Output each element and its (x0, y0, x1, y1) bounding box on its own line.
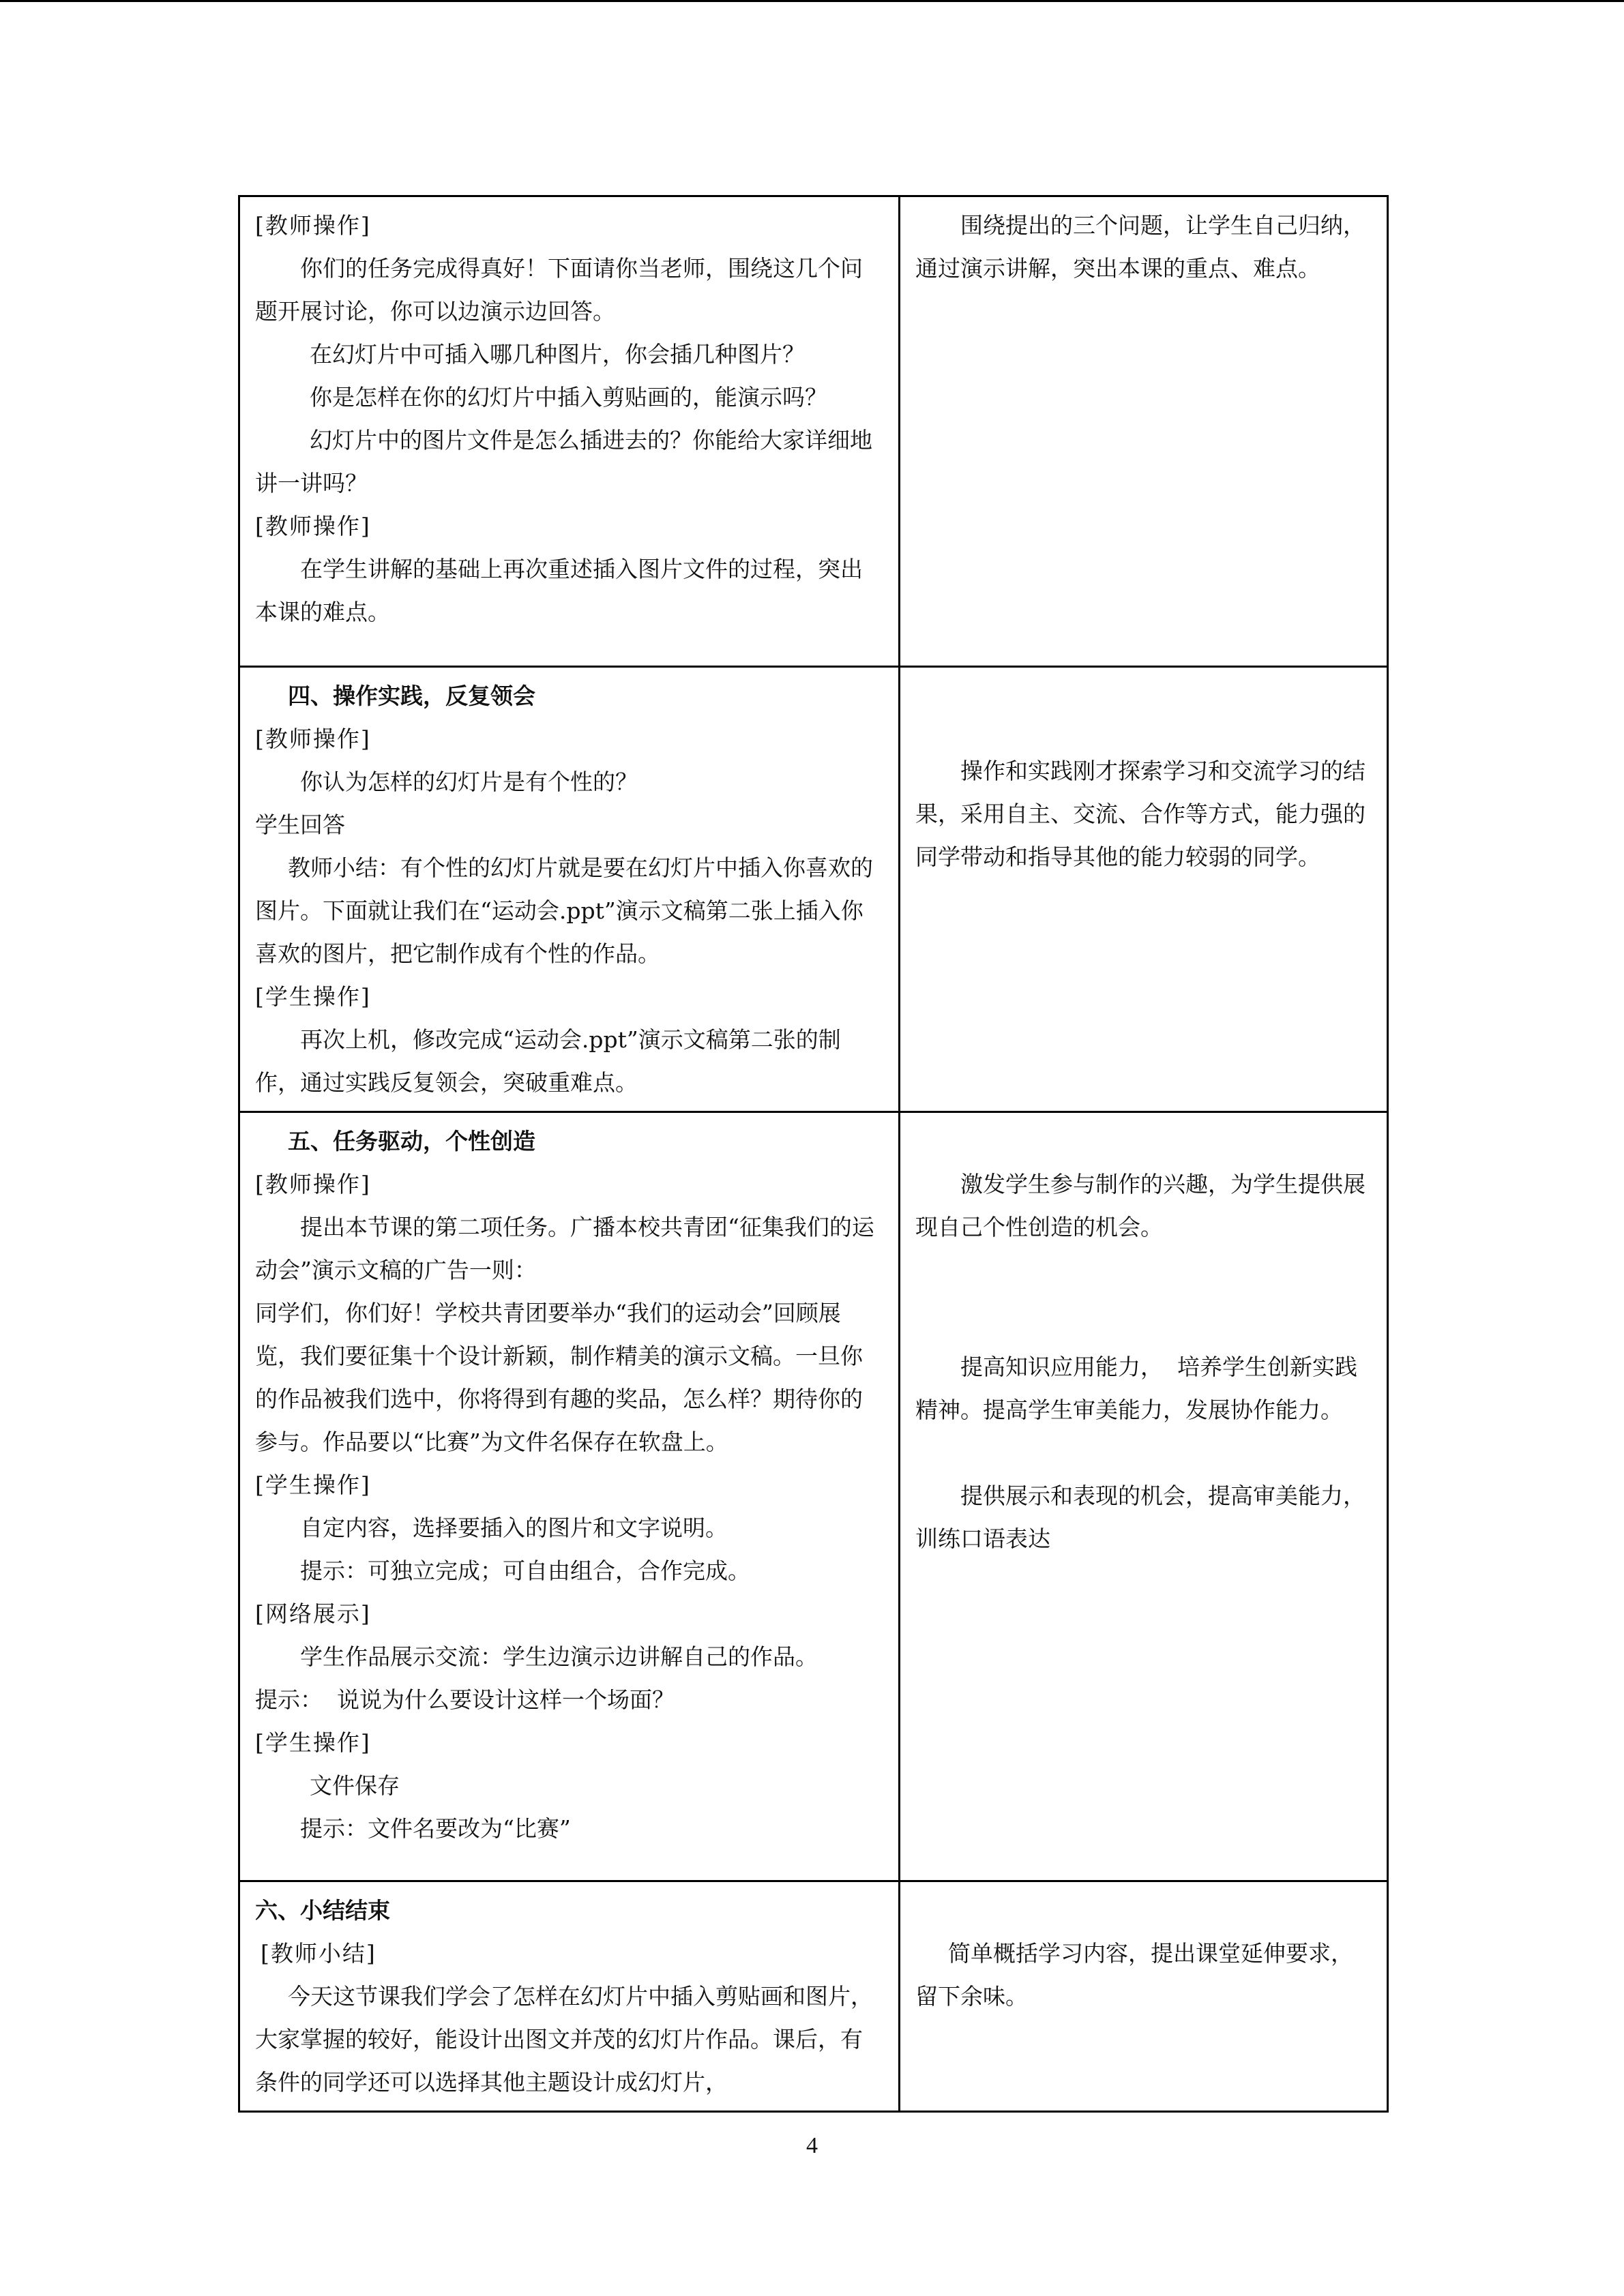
teaching-process-cell (239, 196, 900, 667)
intent-text: 简单概括学习内容，提出课堂延伸要求，留下余味。 (915, 1940, 1353, 2010)
table-row (239, 667, 1388, 1112)
paragraph: 提示：文件名要改为“比赛” (300, 1815, 571, 1842)
paragraph: 学生作品展示交流：学生边演示边讲解自己的作品。 (300, 1643, 818, 1670)
section-tag: [学生操作] (255, 983, 371, 1010)
paragraph: 同学们，你们好！学校共青团要举办“我们的运动会”回顾展览，我们要征集十个设计新颖，制作精美的演示文稿。一旦你的作品被我们选中，你将得到有趣的奖品，怎么样？期待你的参与。作品要以“比赛”为文件名保存在软盘上。 (255, 1300, 863, 1455)
teaching-process-cell (239, 1881, 900, 2112)
table-row (239, 1881, 1388, 2112)
intent-text: 提高知识应用能力， 培养学生创新实践精神。提高学生审美能力，发展协作能力。 (915, 1354, 1357, 1423)
table-row (239, 1112, 1388, 1881)
intent-text: 提供展示和表现的机会，提高审美能力，训练口语表达 (915, 1482, 1365, 1552)
section-tag: [教师操作] (255, 212, 371, 239)
top-border-line (0, 0, 1624, 2)
intent-text: 操作和实践刚才探索学习和交流学习的结果，采用自主、交流、合作等方式，能力强的同学带动和指导其他的能力较弱的同学。 (915, 758, 1365, 870)
section-tag: [学生操作] (255, 1729, 371, 1756)
question: 幻灯片中的图片文件是怎么插进去的？你能给大家详细地讲一讲吗？ (255, 427, 872, 496)
lesson-plan-table (238, 195, 1389, 2113)
teaching-process-cell (239, 667, 900, 1112)
table-row (239, 196, 1388, 667)
section-heading: 四、操作实践，反复领会 (288, 683, 535, 709)
question: 在幻灯片中可插入哪几种图片，你会插几种图片？ (310, 341, 805, 368)
design-intent-cell (900, 1881, 1388, 2112)
section-tag: [教师操作] (255, 1171, 371, 1197)
design-intent-cell (900, 1112, 1388, 1881)
paragraph: 提出本节课的第二项任务。广播本校共青团“征集我们的运动会”演示文稿的广告一则： (255, 1214, 874, 1283)
intent-text: 围绕提出的三个问题，让学生自己归纳，通过演示讲解，突出本课的重点、难点。 (915, 212, 1365, 282)
section-heading: 五、任务驱动，个性创造 (288, 1128, 535, 1154)
paragraph: 你认为怎样的幻灯片是有个性的？ (300, 769, 638, 795)
section-tag: [教师操作] (255, 513, 371, 539)
paragraph: 提示： 说说为什么要设计这样一个场面？ (255, 1686, 675, 1713)
design-intent-cell (900, 196, 1388, 667)
paragraph: 教师小结：有个性的幻灯片就是要在幻灯片中插入你喜欢的图片。下面就让我们在“运动会.ppt”演示文稿第二张上插入你喜欢的图片，把它制作成有个性的作品。 (255, 854, 873, 967)
intent-text: 激发学生参与制作的兴趣，为学生提供展现自己个性创造的机会。 (915, 1171, 1365, 1240)
section-tag: [教师小结] (261, 1940, 377, 1967)
paragraph: 提示：可独立完成；可自由组合，合作完成。 (300, 1557, 750, 1584)
section-tag: [学生操作] (255, 1472, 371, 1498)
paragraph: 你们的任务完成得真好！下面请你当老师，围绕这几个问题开展讨论，你可以边演示边回答。 (255, 255, 863, 325)
design-intent-cell (900, 667, 1388, 1112)
paragraph: 今天这节课我们学会了怎样在幻灯片中插入剪贴画和图片，大家掌握的较好，能设计出图文并茂的幻灯片作品。课后，有条件的同学还可以选择其他主题设计成幻灯片， (255, 1983, 873, 2096)
paragraph: 自定内容，选择要插入的图片和文字说明。 (300, 1515, 728, 1541)
section-heading: 六、小结结束 (255, 1897, 390, 1924)
section-tag: [网络展示] (255, 1600, 371, 1627)
paragraph: 在学生讲解的基础上再次重述插入图片文件的过程，突出本课的难点。 (255, 556, 863, 625)
paragraph: 学生回答 (255, 811, 345, 838)
teaching-process-cell (239, 1112, 900, 1881)
section-tag: [教师操作] (255, 726, 371, 752)
paragraph: 文件保存 (310, 1772, 400, 1799)
page-number: 4 (806, 2133, 818, 2158)
question: 你是怎样在你的幻灯片中插入剪贴画的，能演示吗？ (310, 384, 827, 411)
paragraph: 再次上机，修改完成“运动会.ppt”演示文稿第二张的制作，通过实践反复领会，突破重难点。 (255, 1026, 841, 1096)
